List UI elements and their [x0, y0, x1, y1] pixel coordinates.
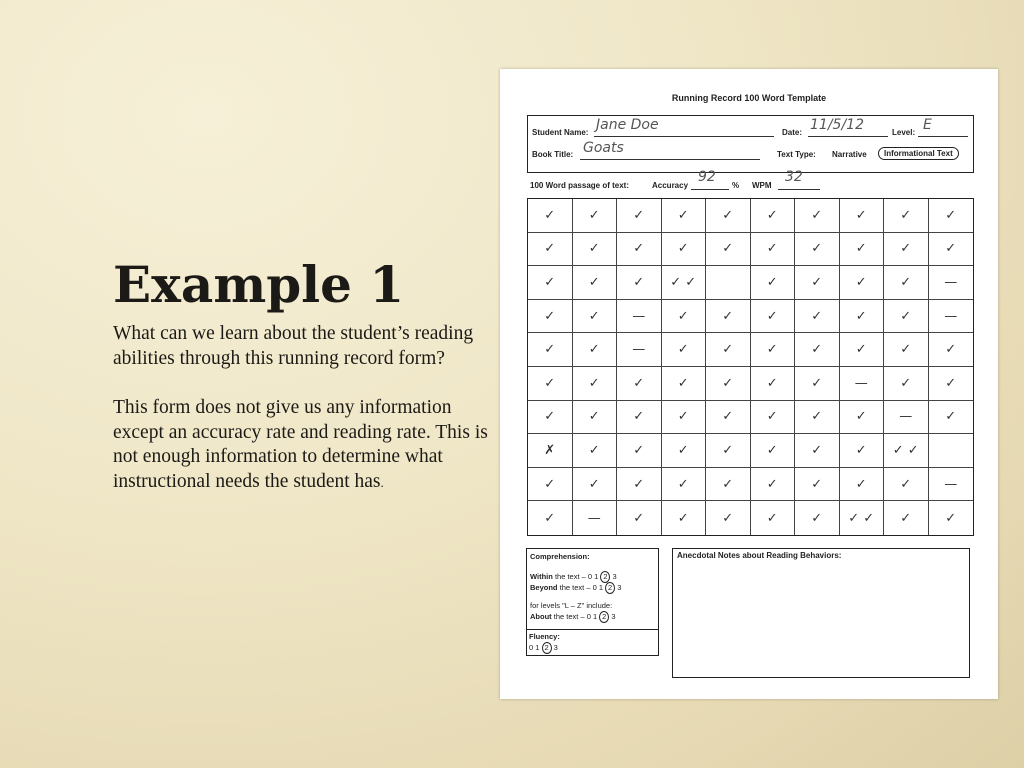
score-1: 1	[592, 612, 598, 621]
grid-cell	[706, 266, 751, 300]
grid-cell: —	[617, 333, 662, 367]
grid-cell: ✓	[617, 199, 662, 233]
grid-cell: ✓	[617, 266, 662, 300]
score-2-circled: 2	[599, 611, 609, 623]
grid-cell: ✓	[662, 434, 707, 468]
date-value: 11/5/12	[810, 117, 864, 133]
grid-cell: ✓	[528, 333, 573, 367]
about-label: About	[530, 612, 552, 621]
grid-cell: ✓	[884, 199, 929, 233]
percent-sign: %	[732, 181, 740, 190]
level-label: Level:	[892, 128, 916, 137]
grid-cell: ✓	[795, 300, 840, 334]
grid-cell: ✓	[840, 468, 885, 502]
grid-cell: ✓	[617, 367, 662, 401]
grid-cell: ✓ ✓	[662, 266, 707, 300]
grid-cell: ✓	[751, 233, 796, 267]
text-type-narrative: Narrative	[832, 150, 867, 159]
grid-cell: ✓	[706, 434, 751, 468]
grid-cell: ✓	[706, 468, 751, 502]
grid-cell: ✓	[528, 199, 573, 233]
grid-cell: ✓	[751, 300, 796, 334]
grid-cell: ✓	[573, 401, 618, 435]
beyond-label: Beyond	[530, 583, 558, 592]
grid-cell: ✓	[884, 468, 929, 502]
grid-cell: ✓	[795, 501, 840, 535]
grid-cell: ✓	[751, 333, 796, 367]
grid-cell: ✓	[840, 401, 885, 435]
grid-cell: ✓	[528, 468, 573, 502]
book-title-label: Book Title:	[532, 150, 574, 159]
beyond-text: the text –	[559, 583, 591, 592]
grid-cell: ✓	[662, 401, 707, 435]
grid-cell: —	[573, 501, 618, 535]
grid-cell: ✓	[662, 333, 707, 367]
level-line	[918, 136, 968, 137]
slide-title: Example 1	[113, 255, 405, 314]
grid-cell: ✓	[573, 434, 618, 468]
grid-cell: ✓	[751, 468, 796, 502]
grid-cell: ✓	[706, 501, 751, 535]
grid-cell: ✓	[662, 367, 707, 401]
score-2-circled: 2	[542, 642, 552, 654]
answer-text: This form does not give us any information except an accuracy rate and reading rate. This is not enough information to determine what instructional needs the student has	[113, 397, 488, 492]
grid-cell: ✓	[662, 233, 707, 267]
score-0: 0	[586, 612, 591, 621]
grid-cell: ✓	[528, 233, 573, 267]
grid-cell: ✓	[617, 501, 662, 535]
score-0: 0	[529, 643, 534, 652]
score-2-circled: 2	[605, 582, 615, 594]
grid-cell: ✓	[573, 300, 618, 334]
grid-cell: ✓	[929, 401, 974, 435]
grid-cell: ✓	[528, 266, 573, 300]
score-2-circled: 2	[600, 571, 610, 583]
grid-cell: ✓	[751, 199, 796, 233]
grid-cell: ✓	[840, 434, 885, 468]
score-1: 1	[598, 583, 603, 592]
date-line	[808, 136, 888, 137]
grid-cell: —	[840, 367, 885, 401]
comprehension-label: Comprehension:	[530, 552, 590, 561]
grid-cell: ✓	[573, 233, 618, 267]
grid-cell: ✓	[528, 501, 573, 535]
score-0: 0	[592, 583, 597, 592]
book-title-value: Goats	[583, 140, 624, 156]
beyond-row	[530, 582, 621, 594]
grid-cell	[929, 434, 974, 468]
grid-cell: ✓	[795, 434, 840, 468]
grid-cell: ✓	[795, 333, 840, 367]
grid-cell: ✓	[662, 501, 707, 535]
grid-cell: ✓	[662, 468, 707, 502]
student-name-label: Student Name:	[532, 128, 589, 137]
grid-cell: ✓	[573, 266, 618, 300]
score-3: 3	[611, 612, 616, 621]
anecdotal-notes-box	[672, 548, 970, 678]
score-3: 3	[553, 643, 558, 652]
score-0: 0	[587, 572, 593, 581]
grid-cell: ✓	[617, 468, 662, 502]
accuracy-line	[691, 189, 729, 190]
score-1: 1	[535, 643, 540, 652]
text-type-informational-circled: Informational Text	[878, 147, 959, 160]
passage-label: 100 Word passage of text:	[530, 181, 629, 190]
wpm-label: WPM	[752, 181, 772, 190]
grid-cell: ✓	[840, 333, 885, 367]
answer-paragraph	[113, 396, 498, 495]
grid-cell: ✓	[840, 199, 885, 233]
grid-cell: ✓	[706, 300, 751, 334]
grid-cell: ✓	[706, 199, 751, 233]
within-text: the text –	[554, 572, 586, 581]
student-info-box	[527, 115, 974, 173]
grid-cell: ✓	[617, 401, 662, 435]
grid-cell: ✓	[751, 434, 796, 468]
grid-cell: ✓	[706, 401, 751, 435]
grid-cell: ✓	[706, 233, 751, 267]
grid-cell: ✓	[795, 468, 840, 502]
grid-cell: ✓	[840, 233, 885, 267]
grid-cell: ✓	[795, 199, 840, 233]
student-name-value: Jane Doe	[596, 117, 659, 133]
grid-cell: ✓	[795, 401, 840, 435]
grid-cell: ✓	[528, 367, 573, 401]
student-name-line	[594, 136, 774, 137]
book-title-line	[580, 159, 760, 160]
question-paragraph: What can we learn about the student’s reading abilities through this running record form?	[113, 323, 474, 369]
grid-cell: ✓	[884, 233, 929, 267]
grid-cell: ✓	[706, 367, 751, 401]
grid-cell: ✓	[929, 199, 974, 233]
grid-cell: ✓	[573, 199, 618, 233]
about-text: the text –	[553, 612, 585, 621]
grid-cell: ✓	[929, 233, 974, 267]
fluency-label: Fluency:	[529, 632, 560, 641]
grid-cell: ✓	[662, 300, 707, 334]
grid-cell: ✓	[929, 367, 974, 401]
grid-cell: ✓	[884, 367, 929, 401]
grid-cell: ✓	[573, 333, 618, 367]
running-record-form	[500, 69, 998, 699]
grid-cell: ✓	[706, 333, 751, 367]
fluency-scores	[529, 642, 558, 654]
grid-cell: ✓ ✓	[884, 434, 929, 468]
grid-cell: ✓	[929, 333, 974, 367]
text-type-label: Text Type:	[777, 150, 816, 159]
grid-cell: ✓	[617, 233, 662, 267]
grid-cell: ✓	[840, 266, 885, 300]
grid-cell: ✓	[795, 233, 840, 267]
grid-cell: ✓	[751, 401, 796, 435]
form-title: Running Record 100 Word Template	[671, 93, 827, 103]
comprehension-box	[526, 548, 659, 656]
grid-cell: —	[929, 266, 974, 300]
grid-cell: ✓	[617, 434, 662, 468]
grid-cell: —	[884, 401, 929, 435]
about-row	[530, 611, 616, 623]
grid-cell: ✓	[528, 300, 573, 334]
wpm-line	[778, 189, 820, 190]
grid-cell: ✓ ✓	[840, 501, 885, 535]
grid-cell: ✓	[840, 300, 885, 334]
grid-cell: —	[929, 468, 974, 502]
grid-cell: ✓	[945, 510, 957, 526]
grid-cell: ✓	[573, 468, 618, 502]
slide-body	[113, 322, 498, 520]
levels-note: for levels "L – Z" include:	[530, 601, 613, 610]
grid-cell: ✓	[884, 501, 929, 535]
grid-cell: ✓	[751, 367, 796, 401]
grid-cell: ✓	[795, 367, 840, 401]
fluency-box	[526, 629, 659, 656]
score-3: 3	[612, 572, 617, 581]
grid-cell: ✓	[751, 266, 796, 300]
grid-cell: ✓	[573, 367, 618, 401]
score-1: 1	[594, 572, 599, 581]
grid-cell: ✓	[751, 501, 796, 535]
date-label: Date:	[782, 128, 803, 137]
grid-cell: —	[929, 300, 974, 334]
grid-cell: —	[617, 300, 662, 334]
level-value: E	[923, 117, 932, 133]
notes-label: Anecdotal Notes about Reading Behaviors:	[677, 551, 842, 560]
grid-cell: ✓	[884, 333, 929, 367]
grid-cell: ✓	[528, 401, 573, 435]
grid-cell: ✗	[528, 434, 573, 468]
grid-cell: ✓	[662, 199, 707, 233]
score-3: 3	[617, 583, 622, 592]
grid-cell: ✓	[884, 300, 929, 334]
word-grid	[527, 198, 974, 536]
grid-cell: ✓	[884, 266, 929, 300]
within-label: Within	[530, 572, 553, 581]
grid-cell: ✓	[795, 266, 840, 300]
accuracy-label: Accuracy	[652, 181, 689, 190]
answer-period: .	[380, 474, 384, 490]
wpm-value: 32	[785, 169, 803, 185]
accuracy-value: 92	[698, 169, 716, 185]
